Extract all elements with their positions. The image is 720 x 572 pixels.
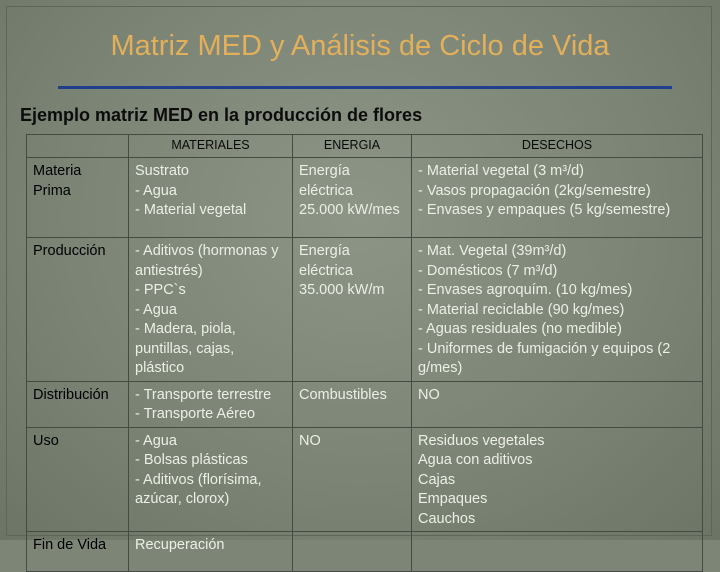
cell-energia <box>293 381 412 427</box>
energia-line: 35.000 kW/m <box>299 282 385 298</box>
cell-desechos <box>412 427 703 532</box>
materiales-line: - Agua <box>135 301 177 318</box>
slide-title: Matriz MED y Análisis de Ciclo de Vida <box>110 30 610 62</box>
desechos-line: - Material reciclable (90 kg/mes) <box>418 301 625 318</box>
desechos-line: Residuos vegetales <box>418 432 545 449</box>
cell-energia <box>293 238 412 382</box>
materiales-line: - Agua <box>135 182 177 199</box>
title-underline <box>58 86 672 89</box>
materiales-line: Sustrato <box>135 163 189 179</box>
table-row <box>27 427 703 532</box>
cell-energia <box>293 532 412 572</box>
row-stage-label: Distribución <box>27 381 129 427</box>
materiales-line: - PPC`s <box>135 282 186 298</box>
materiales-line: Recuperación <box>135 537 225 553</box>
table-row <box>27 158 703 238</box>
materiales-line: - Material vegetal <box>135 202 247 218</box>
energia-line: Energía eléctrica <box>299 243 354 279</box>
row-stage-label: Producción <box>27 238 129 382</box>
desechos-line: - Material vegetal (3 m³/d) <box>418 163 584 179</box>
row-stage-label: Materia Prima <box>27 158 129 238</box>
header-desechos: DESECHOS <box>412 135 703 158</box>
materiales-line: - Aditivos (florísima, azúcar, clorox) <box>135 471 266 507</box>
materiales-line: - Aditivos (hormonas y antiestrés) <box>135 243 283 279</box>
energia-line: Combustibles <box>299 386 387 403</box>
desechos-line: - Aguas residuales (no medible) <box>418 321 622 337</box>
table-row <box>27 532 703 572</box>
materiales-line: - Bolsas plásticas <box>135 452 248 468</box>
cell-materiales <box>129 427 293 532</box>
desechos-line: Cajas <box>418 471 456 488</box>
cell-materiales <box>129 158 293 238</box>
materiales-line: - Madera, piola, puntillas, cajas, plástico <box>135 321 240 376</box>
energia-line: Energía eléctrica <box>299 163 354 199</box>
desechos-line: - Domésticos (7 m³/d) <box>418 262 558 279</box>
table-header-row <box>27 135 703 158</box>
desechos-line: - Uniformes de fumigación y equipos (2 g/mes) <box>418 340 675 376</box>
table-row <box>27 238 703 382</box>
energia-line: 25.000 kW/mes <box>299 202 400 218</box>
cell-materiales <box>129 381 293 427</box>
desechos-line: - Vasos propagación (2kg/semestre) <box>418 182 651 199</box>
row-stage-label: Uso <box>27 427 129 532</box>
med-matrix-table <box>26 134 703 572</box>
desechos-line: - Envases y empaques (5 kg/semestre) <box>418 202 671 218</box>
cell-materiales <box>129 238 293 382</box>
materiales-line: - Transporte Aéreo <box>135 406 256 422</box>
materiales-line: - Agua <box>135 432 177 449</box>
cell-desechos <box>412 238 703 382</box>
desechos-line: Agua con aditivos <box>418 452 533 468</box>
cell-desechos <box>412 158 703 238</box>
desechos-line: NO <box>418 386 440 403</box>
cell-desechos <box>412 381 703 427</box>
header-materiales: MATERIALES <box>129 135 293 158</box>
table-row <box>27 381 703 427</box>
cell-energia <box>293 427 412 532</box>
desechos-line: - Envases agroquím. (10 kg/mes) <box>418 282 633 298</box>
desechos-line: - Mat. Vegetal (39m³/d) <box>418 243 567 259</box>
row-stage-label: Fin de Vida <box>27 532 129 572</box>
desechos-line: Cauchos <box>418 510 476 527</box>
slide-subtitle: Ejemplo matriz MED en la producción de flores <box>20 105 423 125</box>
header-empty <box>27 135 129 158</box>
header-energia: ENERGIA <box>293 135 412 158</box>
cell-energia <box>293 158 412 238</box>
materiales-line: - Transporte terrestre <box>135 386 272 403</box>
cell-materiales <box>129 532 293 572</box>
cell-desechos <box>412 532 703 572</box>
desechos-line: Empaques <box>418 491 488 507</box>
energia-line: NO <box>299 432 321 449</box>
table-body <box>27 158 703 572</box>
